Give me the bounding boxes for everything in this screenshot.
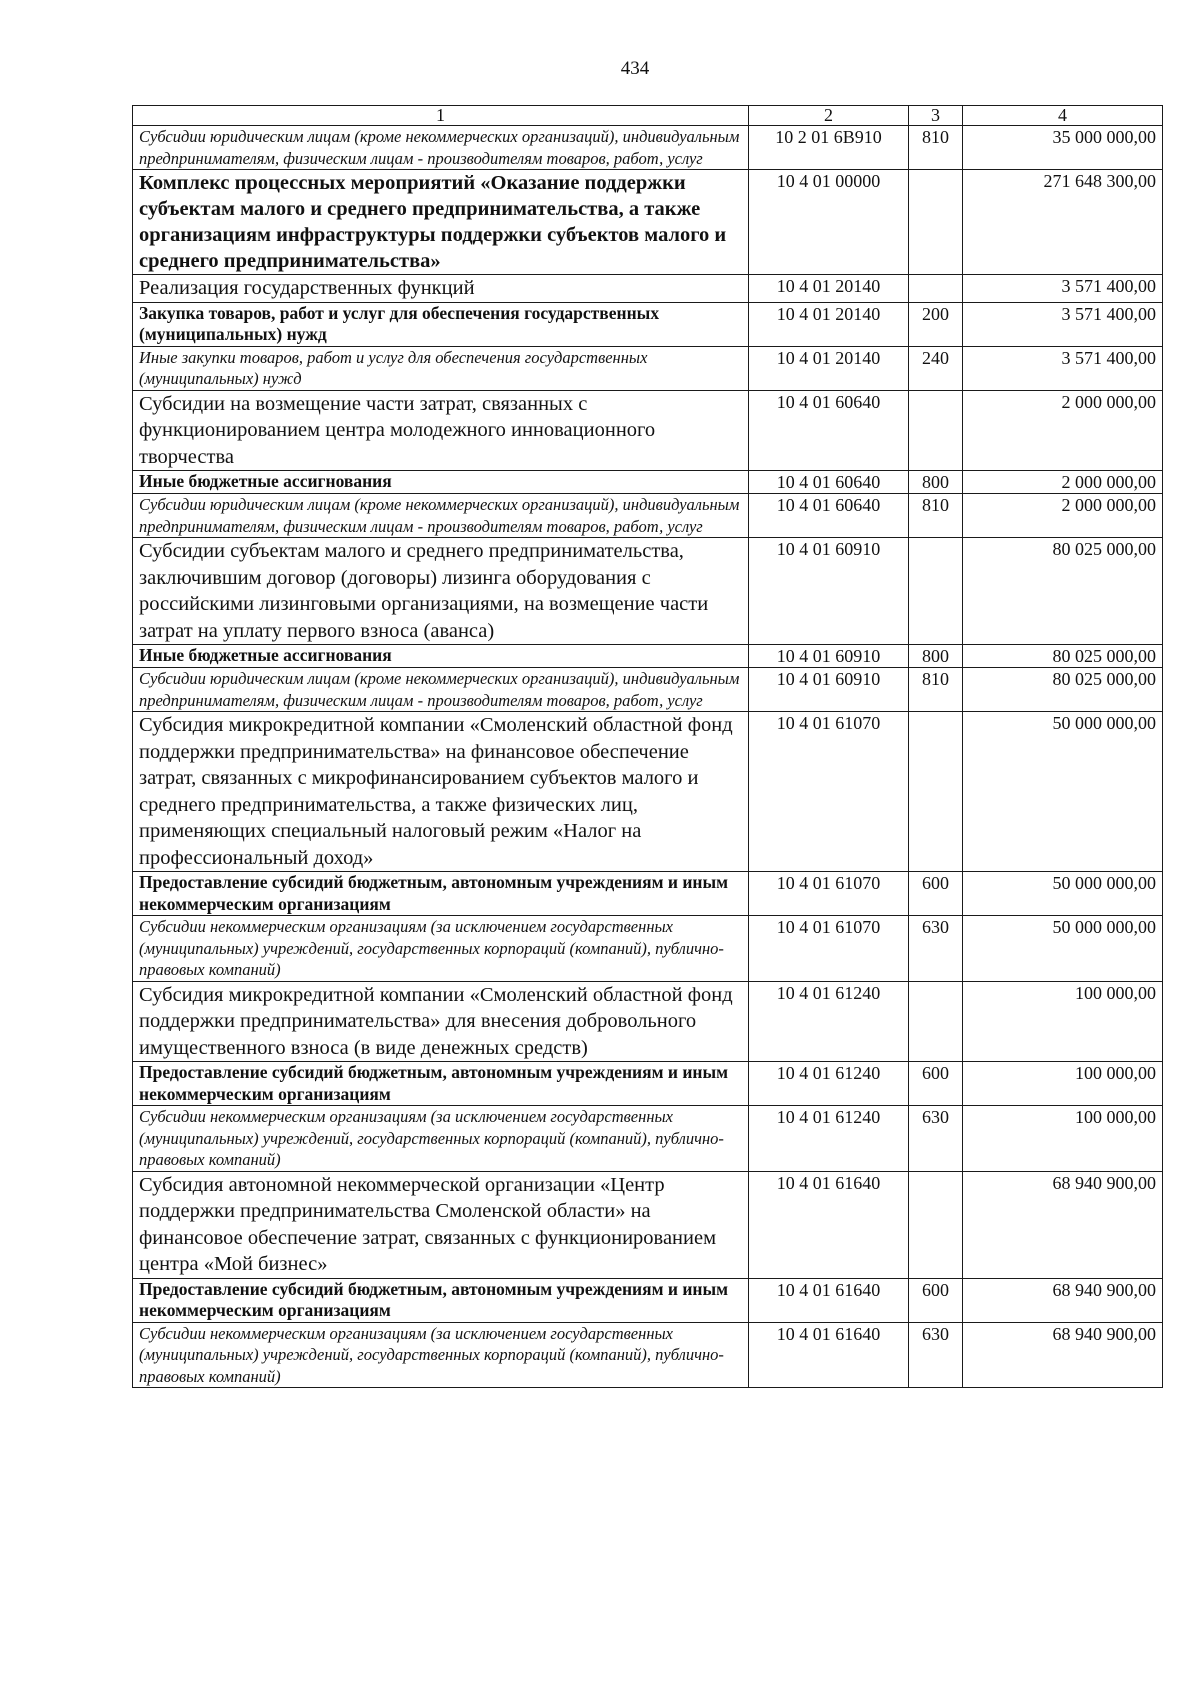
row-amount-cell: 50 000 000,00 [963, 872, 1163, 916]
table-row [133, 916, 1163, 982]
row-code-cell: 10 4 01 20140 [749, 275, 909, 303]
row-name-cell: Субсидии юридическим лицам (кроме некоммерческих организаций), индивидуальным предпринимателям, физическим лицам - производителям товаров, работ, услуг [133, 126, 749, 170]
row-expense-type-cell: 600 [909, 872, 963, 916]
table-row [133, 1171, 1163, 1278]
table-row [133, 1322, 1163, 1388]
row-amount-cell: 100 000,00 [963, 981, 1163, 1062]
row-code-cell: 10 4 01 61240 [749, 981, 909, 1062]
row-code-cell: 10 4 01 60640 [749, 471, 909, 494]
row-expense-type-cell: 630 [909, 1322, 963, 1388]
row-expense-type-cell: 600 [909, 1062, 963, 1106]
row-name-cell: Субсидии юридическим лицам (кроме некоммерческих организаций), индивидуальным предпринимателям, физическим лицам - производителям товаров, работ, услуг [133, 668, 749, 712]
row-name-cell: Субсидии на возмещение части затрат, связанных с функционированием центра молодежного инновационного творчества [133, 390, 749, 471]
row-amount-cell: 68 940 900,00 [963, 1278, 1163, 1322]
row-code-cell: 10 4 01 61070 [749, 712, 909, 872]
row-amount-cell: 2 000 000,00 [963, 390, 1163, 471]
row-name-cell: Предоставление субсидий бюджетным, автономным учреждениям и иным некоммерческим организациям [133, 872, 749, 916]
row-name-cell: Реализация государственных функций [133, 275, 749, 303]
row-code-cell: 10 4 01 60640 [749, 390, 909, 471]
table-row [133, 538, 1163, 645]
table-row [133, 712, 1163, 872]
row-amount-cell: 3 571 400,00 [963, 346, 1163, 390]
row-code-cell: 10 4 01 60910 [749, 668, 909, 712]
row-name-cell: Субсидия микрокредитной компании «Смоленский областной фонд поддержки предпринимательства» на финансовое обеспечение затрат, связанных с микрофинансированием субъектов малого и среднего предпринимательства, а также физических лиц, применяющих специальный налоговый режим «Налог на профессиональный доход» [133, 712, 749, 872]
row-amount-cell: 50 000 000,00 [963, 916, 1163, 982]
row-code-cell: 10 2 01 6В910 [749, 126, 909, 170]
table-row [133, 645, 1163, 668]
table-row [133, 1106, 1163, 1172]
row-expense-type-cell: 810 [909, 126, 963, 170]
table-row [133, 170, 1163, 275]
table-row [133, 126, 1163, 170]
row-expense-type-cell: 240 [909, 346, 963, 390]
row-expense-type-cell: 810 [909, 668, 963, 712]
page-number: 434 [620, 58, 650, 79]
row-expense-type-cell [909, 170, 963, 275]
column-header-1: 1 [133, 106, 749, 126]
row-code-cell: 10 4 01 61070 [749, 916, 909, 982]
row-name-cell: Иные закупки товаров, работ и услуг для обеспечения государственных (муниципальных) нужд [133, 346, 749, 390]
row-expense-type-cell: 630 [909, 916, 963, 982]
row-name-cell: Предоставление субсидий бюджетным, автономным учреждениям и иным некоммерческим организациям [133, 1278, 749, 1322]
row-amount-cell: 80 025 000,00 [963, 538, 1163, 645]
row-amount-cell: 3 571 400,00 [963, 275, 1163, 303]
row-code-cell: 10 4 01 61240 [749, 1106, 909, 1172]
row-code-cell: 10 4 01 60640 [749, 494, 909, 538]
row-amount-cell: 68 940 900,00 [963, 1171, 1163, 1278]
row-code-cell: 10 4 01 00000 [749, 170, 909, 275]
table-row [133, 275, 1163, 303]
table-header-row [133, 106, 1163, 126]
row-amount-cell: 271 648 300,00 [963, 170, 1163, 275]
row-amount-cell: 80 025 000,00 [963, 645, 1163, 668]
row-name-cell: Субсидии субъектам малого и среднего предпринимательства, заключившим договор (договоры) лизинга оборудования с российскими лизинговыми организациями, на возмещение части затрат на уплату первого взноса (аванса) [133, 538, 749, 645]
row-code-cell: 10 4 01 61640 [749, 1322, 909, 1388]
row-name-cell: Субсидии юридическим лицам (кроме некоммерческих организаций), индивидуальным предпринимателям, физическим лицам - производителям товаров, работ, услуг [133, 494, 749, 538]
row-name-cell: Субсидия микрокредитной компании «Смоленский областной фонд поддержки предпринимательства» для внесения добровольного имущественного взноса (в виде денежных средств) [133, 981, 749, 1062]
table-body [133, 126, 1163, 1388]
row-name-cell: Иные бюджетные ассигнования [133, 645, 749, 668]
row-expense-type-cell [909, 981, 963, 1062]
column-header-2: 2 [749, 106, 909, 126]
row-name-cell: Предоставление субсидий бюджетным, автономным учреждениям и иным некоммерческим организациям [133, 1062, 749, 1106]
row-amount-cell: 80 025 000,00 [963, 668, 1163, 712]
row-expense-type-cell: 200 [909, 302, 963, 346]
row-amount-cell: 100 000,00 [963, 1106, 1163, 1172]
table-row [133, 471, 1163, 494]
row-name-cell: Комплекс процессных мероприятий «Оказание поддержки субъектам малого и среднего предпринимательства, а также организациям инфраструктуры поддержки субъектов малого и среднего предпринимательства» [133, 170, 749, 275]
row-code-cell: 10 4 01 60910 [749, 538, 909, 645]
row-name-cell: Иные бюджетные ассигнования [133, 471, 749, 494]
row-expense-type-cell [909, 390, 963, 471]
row-code-cell: 10 4 01 61070 [749, 872, 909, 916]
row-expense-type-cell [909, 712, 963, 872]
row-expense-type-cell [909, 538, 963, 645]
row-amount-cell: 2 000 000,00 [963, 471, 1163, 494]
row-name-cell: Субсидии некоммерческим организациям (за исключением государственных (муниципальных) учреждений, государственных корпораций (компаний), публично-правовых компаний) [133, 1322, 749, 1388]
column-header-4: 4 [963, 106, 1163, 126]
row-name-cell: Субсидии некоммерческим организациям (за исключением государственных (муниципальных) учреждений, государственных корпораций (компаний), публично-правовых компаний) [133, 1106, 749, 1172]
row-name-cell: Субсидия автономной некоммерческой организации «Центр поддержки предпринимательства Смоленской области» на финансовое обеспечение затрат, связанных с функционированием центра «Мой бизнес» [133, 1171, 749, 1278]
table-row [133, 668, 1163, 712]
row-expense-type-cell: 810 [909, 494, 963, 538]
row-expense-type-cell: 800 [909, 471, 963, 494]
row-code-cell: 10 4 01 20140 [749, 302, 909, 346]
table-row [133, 494, 1163, 538]
row-name-cell: Субсидии некоммерческим организациям (за исключением государственных (муниципальных) учреждений, государственных корпораций (компаний), публично-правовых компаний) [133, 916, 749, 982]
row-amount-cell: 100 000,00 [963, 1062, 1163, 1106]
row-amount-cell: 35 000 000,00 [963, 126, 1163, 170]
table-row [133, 1062, 1163, 1106]
table-row [133, 872, 1163, 916]
row-expense-type-cell [909, 275, 963, 303]
row-expense-type-cell: 630 [909, 1106, 963, 1172]
table-row [133, 1278, 1163, 1322]
row-expense-type-cell: 600 [909, 1278, 963, 1322]
row-expense-type-cell: 800 [909, 645, 963, 668]
table-row [133, 302, 1163, 346]
row-code-cell: 10 4 01 61240 [749, 1062, 909, 1106]
budget-table [132, 105, 1163, 1388]
column-header-3: 3 [909, 106, 963, 126]
row-amount-cell: 68 940 900,00 [963, 1322, 1163, 1388]
table-row [133, 981, 1163, 1062]
row-amount-cell: 2 000 000,00 [963, 494, 1163, 538]
row-amount-cell: 3 571 400,00 [963, 302, 1163, 346]
row-name-cell: Закупка товаров, работ и услуг для обеспечения государственных (муниципальных) нужд [133, 302, 749, 346]
row-code-cell: 10 4 01 61640 [749, 1278, 909, 1322]
row-code-cell: 10 4 01 61640 [749, 1171, 909, 1278]
row-amount-cell: 50 000 000,00 [963, 712, 1163, 872]
table-row [133, 390, 1163, 471]
table-row [133, 346, 1163, 390]
row-code-cell: 10 4 01 20140 [749, 346, 909, 390]
row-code-cell: 10 4 01 60910 [749, 645, 909, 668]
row-expense-type-cell [909, 1171, 963, 1278]
